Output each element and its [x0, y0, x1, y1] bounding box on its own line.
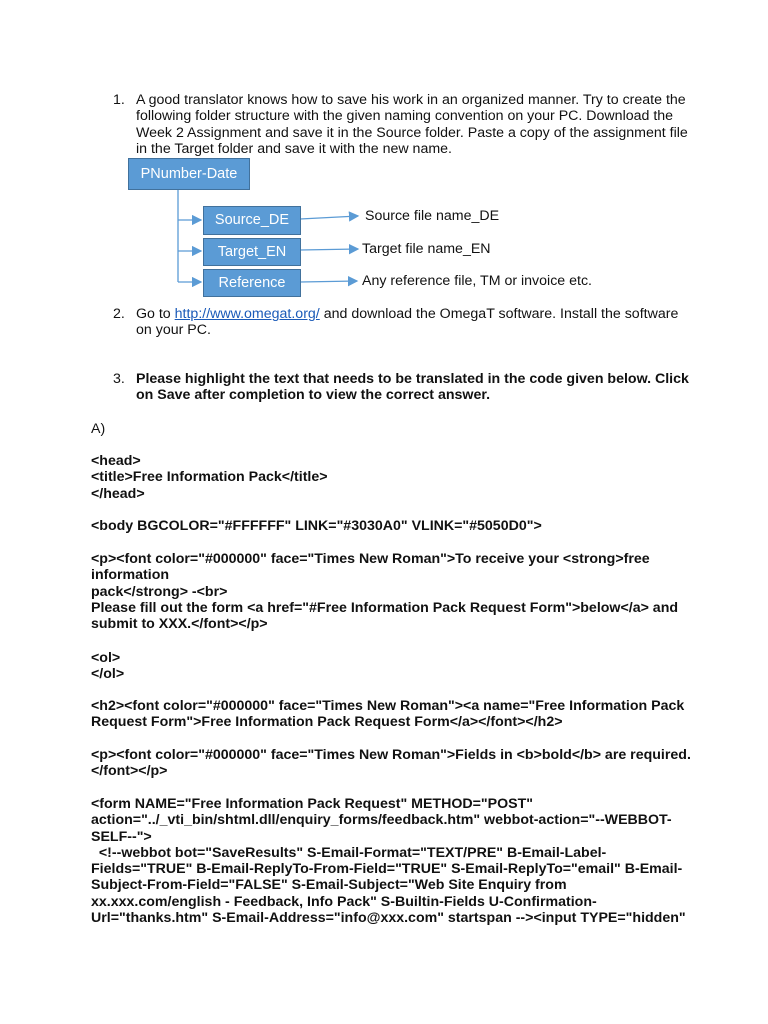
code-block-required	[91, 747, 691, 780]
source-description: Source file name_DE	[365, 208, 500, 224]
instruction-3	[136, 371, 689, 404]
instruction-3-line: Please highlight the text that needs to be translated in the code given below. Click	[136, 371, 689, 387]
desc-arrow-target	[300, 249, 358, 250]
reference-description: Any reference file, TM or invoice etc.	[362, 273, 592, 289]
instruction-2	[136, 306, 681, 339]
code-line: pack</strong> -<br>	[91, 583, 228, 600]
source-folder-box: Source_DE	[203, 206, 301, 235]
code-line: <form NAME="Free Information Pack Request" METHOD="POST"	[91, 796, 533, 812]
instruction-2-prefix: Go to	[136, 306, 175, 322]
code-line: <!--webbot bot="SaveResults" S-Email-Format="TEXT/PRE" B-Email-Label-	[91, 844, 607, 861]
code-block-paragraph	[91, 551, 678, 632]
code-line: <body BGCOLOR="#FFFFFF" LINK="#3030A0" VLINK="#5050D0">	[91, 518, 542, 534]
section-label: A)	[91, 421, 106, 437]
code-line: <h2><font color="#000000" face="Times New Roman"><a name="Free Information Pack	[91, 698, 685, 714]
code-block-list	[91, 650, 124, 683]
omegat-link[interactable]: http://www.omegat.org/	[174, 306, 320, 322]
target-folder-box: Target_EN	[203, 238, 301, 266]
desc-arrow-reference	[300, 281, 357, 282]
code-block-form	[91, 796, 686, 926]
code-line: Please fill out the form <a href="#Free Information Pack Request Form">below</a> and	[91, 599, 679, 616]
code-block-body	[91, 518, 542, 534]
instruction-3-line: on Save after completion to view the correct answer.	[136, 387, 491, 404]
instruction-1-line: following folder structure with the given naming convention on your PC. Download the	[136, 108, 674, 125]
instruction-1-line: in the Target folder and save it with the new name.	[136, 140, 452, 157]
instruction-2-suffix: and download the OmegaT software. Install the software	[319, 306, 679, 322]
code-line: xx.xxx.com/english - Feedback, Info Pack" S-Builtin-Fields U-Confirmation-	[91, 893, 597, 910]
list-number-1: 1.	[113, 92, 125, 108]
code-line: Fields="TRUE" B-Email-ReplyTo-From-Field="TRUE" S-Email-ReplyTo="email" B-Email-	[91, 861, 683, 878]
instruction-1-line: Week 2 Assignment and save it in the Source folder. Paste a copy of the assignment file	[136, 124, 688, 141]
code-line: <p><font color="#000000" face="Times New Roman">Fields in <b>bold</b> are required.	[91, 747, 691, 763]
instruction-2-line: on your PC.	[136, 322, 211, 339]
code-block-head	[91, 453, 328, 502]
root-folder-box: PNumber-Date	[128, 158, 250, 190]
desc-arrow-source	[300, 216, 358, 219]
code-line: <head>	[91, 453, 141, 469]
code-line: submit to XXX.</font></p>	[91, 616, 268, 633]
reference-folder-box: Reference	[203, 269, 301, 297]
code-line: <p><font color="#000000" face="Times New Roman">To receive your <strong>free	[91, 551, 650, 567]
code-line: action="../_vti_bin/shtml.dll/enquiry_forms/feedback.htm" webbot-action="--WEBBOT-	[91, 812, 672, 829]
code-line: </head>	[91, 485, 145, 502]
target-description: Target file name_EN	[362, 241, 491, 257]
list-number-2: 2.	[113, 306, 125, 322]
code-line: Subject-From-Field="FALSE" S-Email-Subject="Web Site Enquiry from	[91, 877, 567, 894]
code-line: Request Form">Free Information Pack Request Form</a></font></h2>	[91, 714, 563, 731]
code-line: SELF--">	[91, 828, 152, 845]
code-line: Url="thanks.htm" S-Email-Address="info@xxx.com" startspan --><input TYPE="hidden"	[91, 910, 686, 927]
instruction-2-line	[136, 306, 681, 322]
list-number-3: 3.	[113, 371, 125, 387]
code-line: <title>Free Information Pack</title>	[91, 469, 328, 486]
code-line: <ol>	[91, 650, 121, 666]
code-block-heading	[91, 698, 684, 731]
instruction-1-line: A good translator knows how to save his work in an organized manner. Try to create the	[136, 92, 686, 108]
code-line: </font></p>	[91, 763, 168, 780]
code-line: </ol>	[91, 666, 125, 683]
code-line: information	[91, 567, 170, 584]
